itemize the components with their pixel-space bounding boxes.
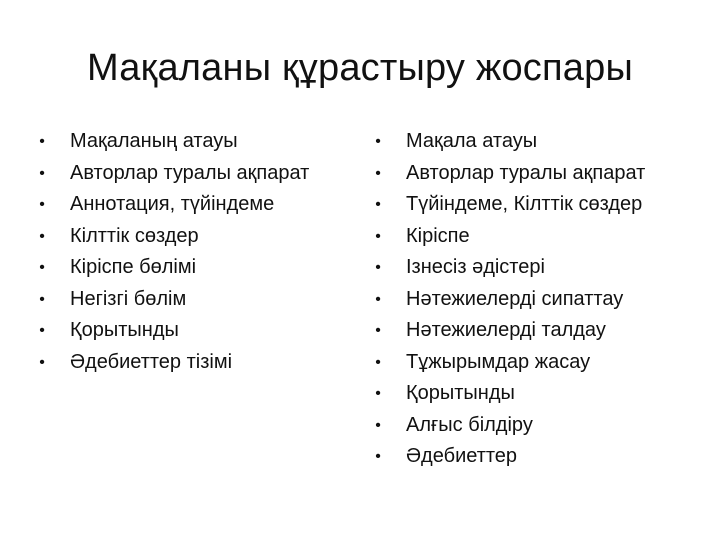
list-item-label: Мақаланың атауы (70, 130, 238, 152)
list-item (36, 126, 356, 158)
list-item-label: Негізгі бөлім (70, 287, 187, 310)
bullet-icon: • (375, 290, 381, 308)
list-item-label: Аннотация, түйіндеме (70, 193, 275, 215)
bullet-icon: • (39, 196, 45, 213)
list-item (372, 158, 702, 190)
list-item (36, 158, 356, 190)
list-item (36, 189, 356, 221)
bullet-icon: • (39, 259, 45, 276)
list-item (36, 347, 356, 379)
slide-title: Мақаланы құрастыру жоспары (87, 47, 633, 89)
list-item (36, 284, 356, 316)
bullet-icon: • (375, 227, 381, 245)
bullet-icon: • (375, 259, 381, 276)
list-item-label: Тұжырымдар жасау (406, 350, 591, 373)
bullet-icon: • (39, 290, 45, 308)
bullet-icon: • (375, 322, 381, 339)
list-item-label: Кіріспе бөлімі (70, 256, 197, 278)
bullet-icon: • (375, 133, 381, 150)
list-item-label: Авторлар туралы ақпарат (406, 161, 646, 184)
list-item-label: Алғыс білдіру (406, 413, 533, 436)
list-item (372, 378, 702, 410)
list-item (372, 441, 702, 473)
list-item-label: Кіріспе (406, 224, 470, 247)
list-item (372, 410, 702, 442)
list-item (372, 221, 702, 253)
list-item (372, 284, 702, 316)
list-item-label: Нәтежиелерді сипаттау (406, 287, 624, 310)
bullet-icon: • (375, 353, 381, 371)
bullet-icon: • (39, 164, 45, 182)
right-bullet-list (372, 126, 702, 473)
list-item (36, 252, 356, 284)
list-item (36, 315, 356, 347)
list-item (36, 221, 356, 253)
list-item-label: Түйіндеме, Кілттік сөздер (406, 193, 643, 215)
list-item (372, 252, 702, 284)
bullet-icon: • (375, 416, 381, 434)
bullet-icon: • (39, 133, 45, 150)
list-item-label: Қорытынды (70, 319, 179, 341)
bullet-icon: • (39, 322, 45, 339)
list-item-label: Әдебиеттер (406, 445, 518, 467)
list-item (372, 126, 702, 158)
list-item-label: Ізнесіз әдістері (406, 256, 545, 278)
list-item-label: Мақала атауы (406, 130, 538, 152)
bullet-icon: • (39, 353, 45, 371)
bullet-icon: • (375, 196, 381, 213)
list-item (372, 347, 702, 379)
bullet-icon: • (375, 385, 381, 402)
list-item-label: Әдебиеттер тізімі (70, 350, 233, 373)
list-item-label: Авторлар туралы ақпарат (70, 161, 310, 184)
list-item-label: Қорытынды (406, 382, 515, 404)
bullet-icon: • (375, 164, 381, 182)
list-item-label: Нәтежиелерді талдау (406, 319, 606, 341)
list-item (372, 189, 702, 221)
bullet-icon: • (39, 227, 45, 245)
bullet-icon: • (375, 448, 381, 465)
list-item-label: Кілттік сөздер (70, 224, 199, 247)
left-bullet-list (36, 126, 356, 378)
list-item (372, 315, 702, 347)
